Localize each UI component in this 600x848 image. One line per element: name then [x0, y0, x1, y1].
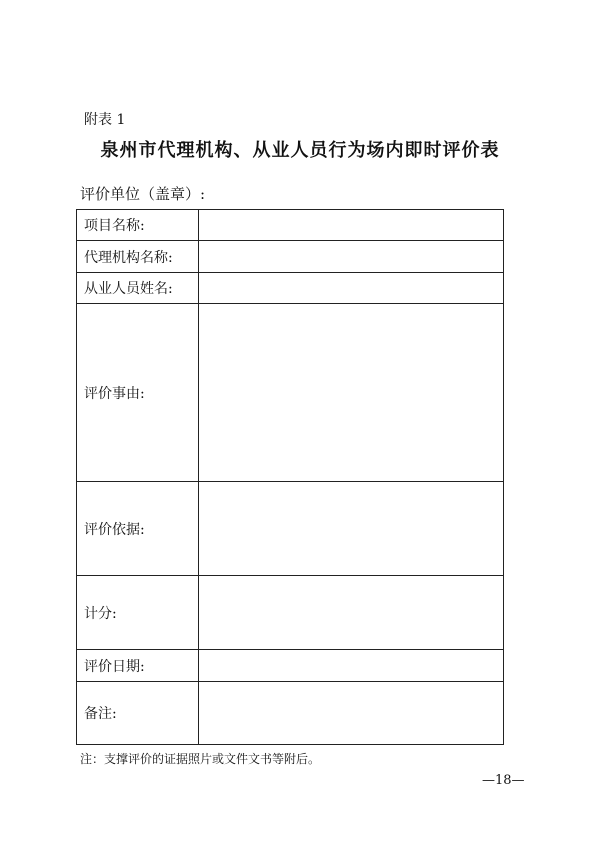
footnote: 注：支撑评价的证据照片或文件文书等附后。 [80, 752, 321, 766]
row-agency-name [77, 241, 504, 273]
document-title: 泉州市代理机构、从业人员行为场内即时评价表 [100, 140, 500, 161]
score-label: 计分: [77, 576, 199, 650]
row-evaluation-basis [77, 482, 504, 576]
staff-name-field[interactable] [199, 273, 504, 304]
evaluation-date-field[interactable] [199, 650, 504, 682]
appendix-label: 附表 1 [84, 112, 126, 128]
staff-name-label: 从业人员姓名: [77, 273, 199, 304]
evaluation-basis-label: 评价依据: [77, 482, 199, 576]
row-staff-name [77, 273, 504, 304]
evaluation-date-label: 评价日期: [77, 650, 199, 682]
agency-name-field[interactable] [199, 241, 504, 273]
project-name-label: 项目名称: [77, 210, 199, 241]
evaluation-reason-label: 评价事由: [77, 304, 199, 482]
page-number: —18— [482, 773, 525, 788]
remarks-label: 备注: [77, 682, 199, 745]
agency-name-label: 代理机构名称: [77, 241, 199, 273]
evaluator-unit-label: 评价单位（盖章）: [80, 185, 206, 203]
project-name-field[interactable] [199, 210, 504, 241]
remarks-field[interactable] [199, 682, 504, 745]
row-evaluation-reason [77, 304, 504, 482]
evaluation-basis-field[interactable] [199, 482, 504, 576]
score-field[interactable] [199, 576, 504, 650]
row-score [77, 576, 504, 650]
row-remarks [77, 682, 504, 745]
row-project-name [77, 210, 504, 241]
evaluation-reason-field[interactable] [199, 304, 504, 482]
row-evaluation-date [77, 650, 504, 682]
evaluation-form-table [76, 209, 504, 745]
